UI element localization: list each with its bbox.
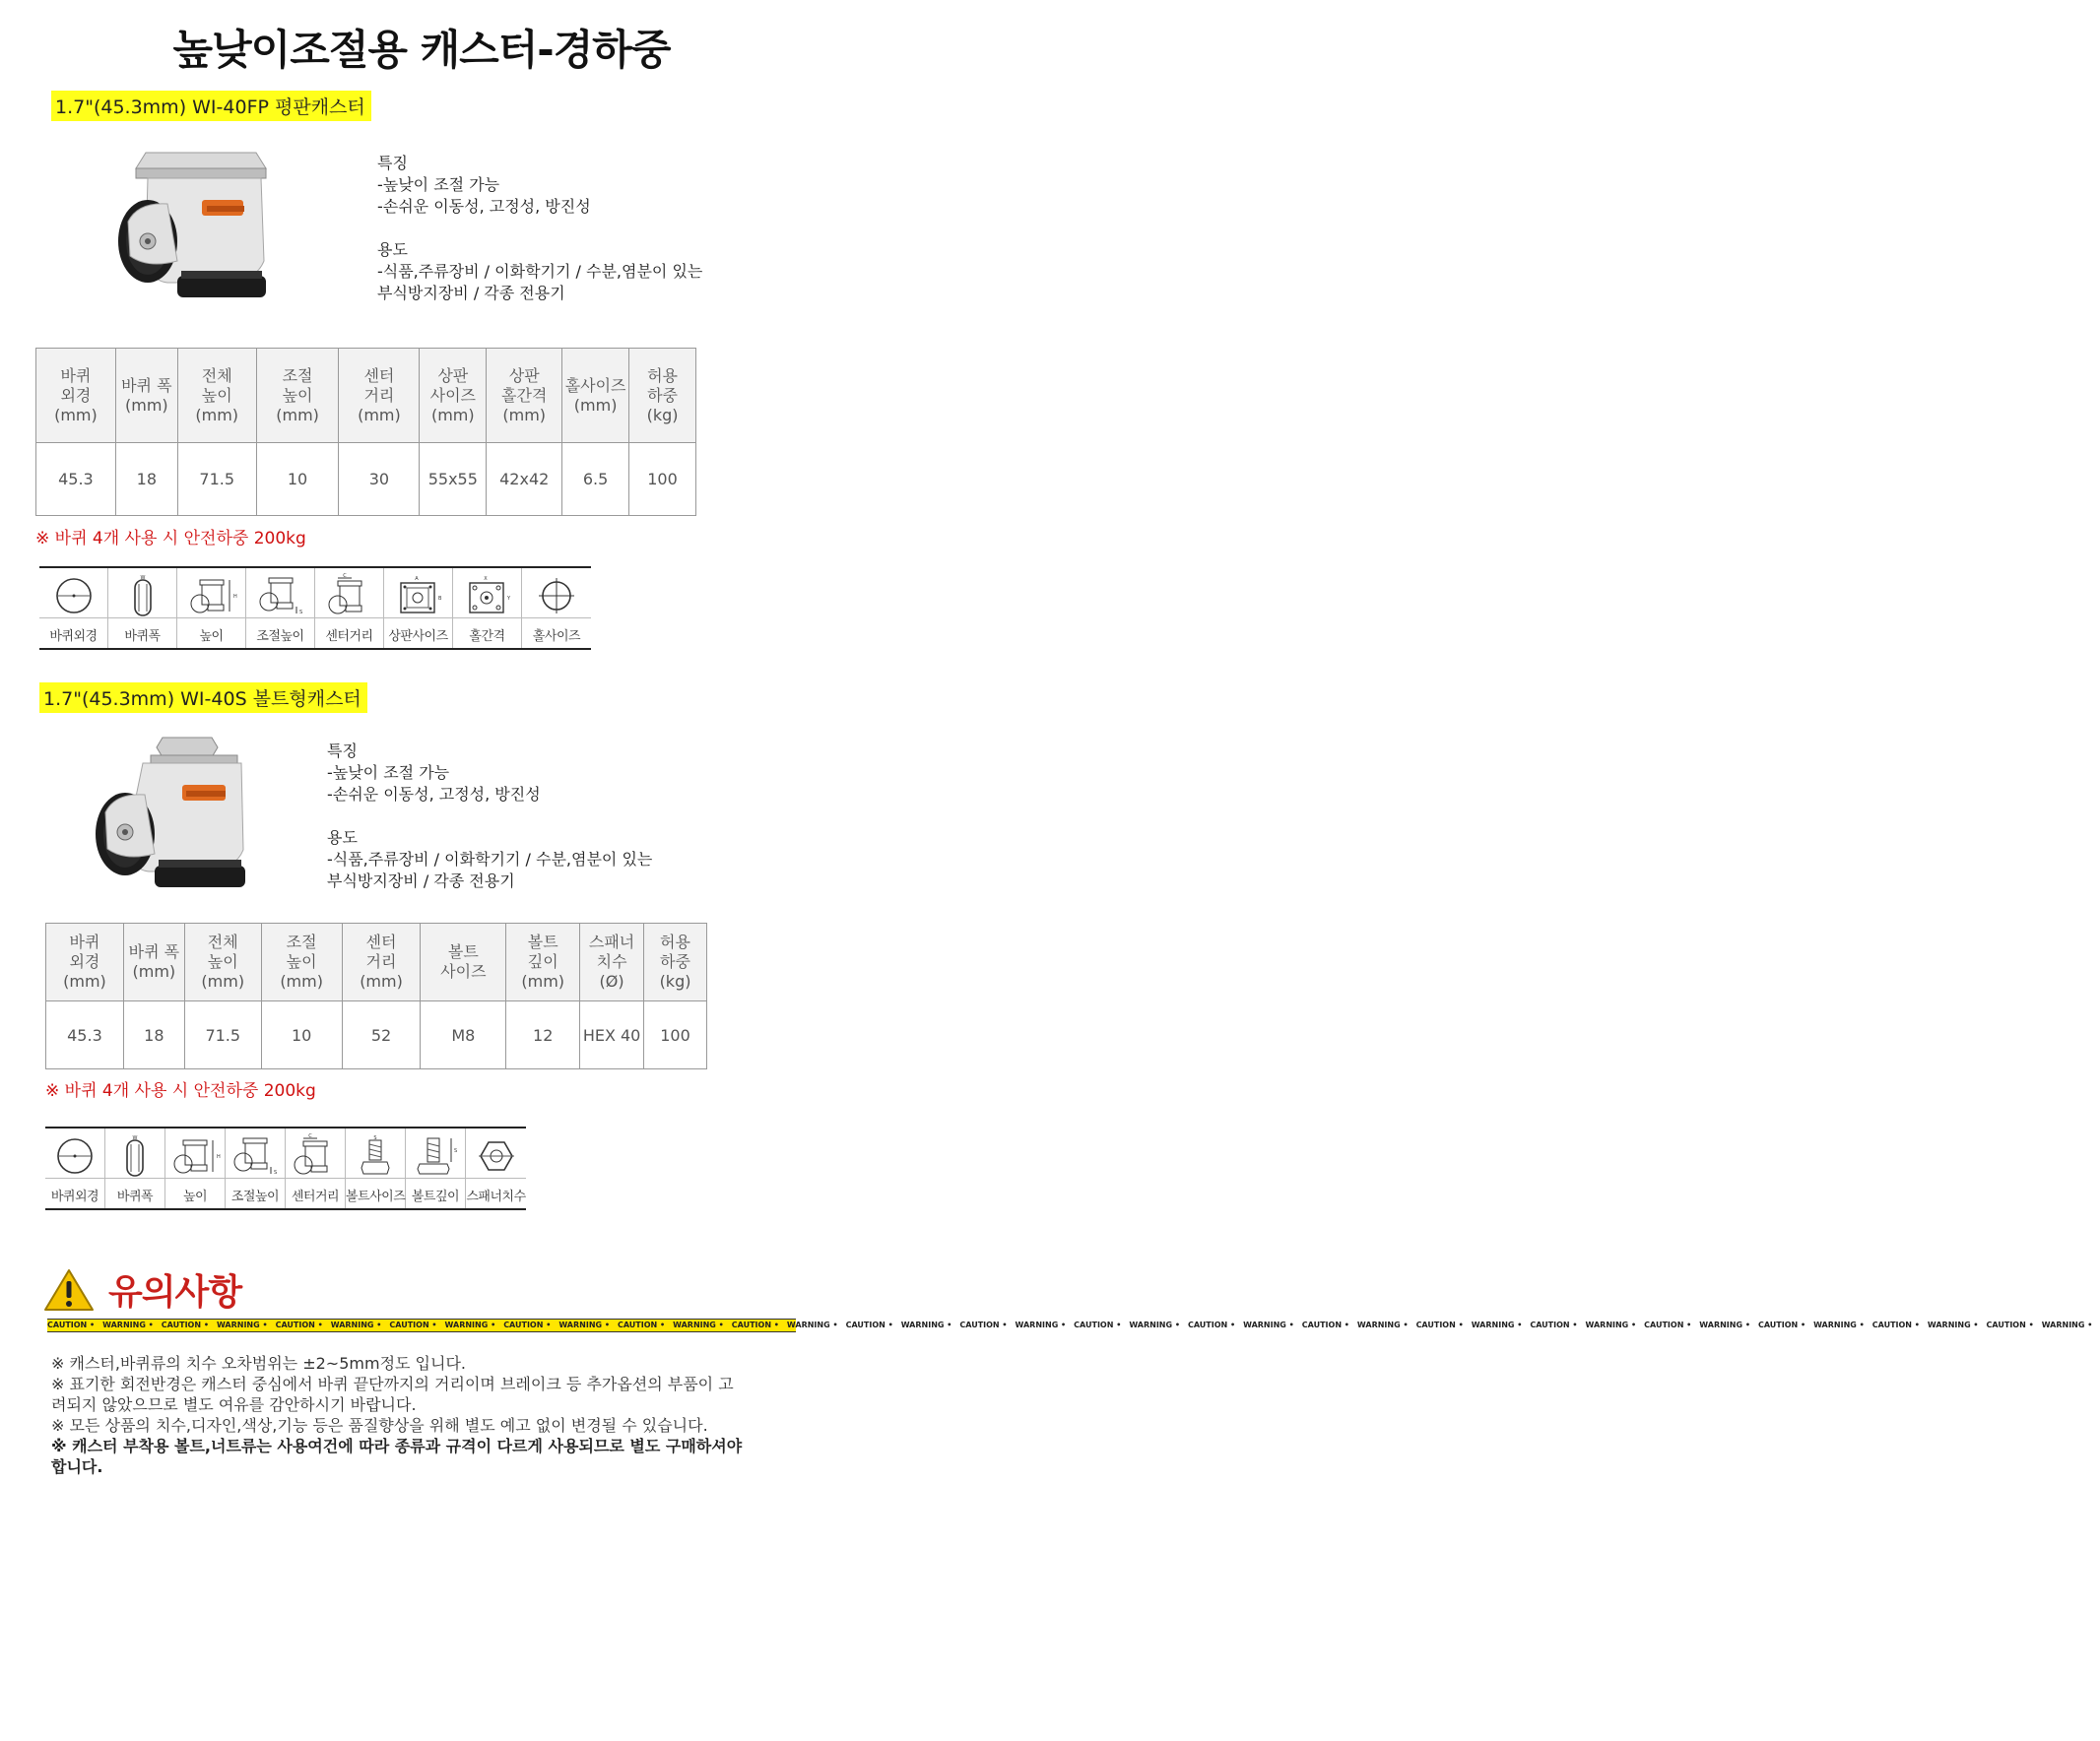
caution-tape-word: WARNING • [1356, 1321, 1409, 1329]
hole-size-icon [529, 574, 584, 617]
icon-cell [108, 568, 177, 648]
features-label: 특징 [327, 742, 358, 760]
spec-value-row [36, 443, 696, 516]
caution-tape-word: CAUTION • [503, 1321, 552, 1329]
svg-text:A: A [414, 576, 419, 582]
caution-tape-word: WARNING • [1585, 1321, 1637, 1329]
warning-triangle-icon [43, 1267, 95, 1313]
spec-header: 바퀴 외경 (mm) [46, 924, 124, 1001]
icon-cell [165, 1128, 226, 1208]
caution-tape-word: CAUTION • [959, 1321, 1008, 1329]
usage-line: -식품,주류장비 / 이화학기기 / 수분,염분이 있는 [377, 262, 703, 281]
spec-header: 홀사이즈 (mm) [562, 349, 629, 443]
caution-tape-word: WARNING • [102, 1321, 154, 1329]
icon-cell [177, 568, 246, 648]
icon-cell [45, 1128, 105, 1208]
icon-cell [105, 1128, 165, 1208]
product-heading: 1.7"(45.3mm) WI-40S 볼트형캐스터 [39, 682, 367, 713]
svg-text:S: S [298, 610, 302, 615]
icon-cell [453, 568, 522, 648]
icon-label: 상판사이즈 [384, 617, 452, 644]
spec-header: 스패너 치수 (Ø) [580, 924, 644, 1001]
icon-label: 홀간격 [453, 617, 521, 644]
spec-value: HEX 40 [580, 1001, 644, 1069]
caution-tape-word: WARNING • [1927, 1321, 1979, 1329]
icon-cell [39, 568, 108, 648]
caution-tape-word: WARNING • [1129, 1321, 1180, 1329]
caution-tape-word: WARNING • [444, 1321, 496, 1329]
page-title: 높낮이조절용 캐스터-경하중 [172, 26, 671, 74]
wheel-width-icon [115, 574, 170, 617]
caution-tape-word: CAUTION • [1187, 1321, 1236, 1329]
svg-text:C: C [308, 1133, 312, 1139]
caution-tape-word: CAUTION • [1871, 1321, 1920, 1329]
usage-label: 용도 [327, 828, 358, 847]
features-label: 특징 [377, 154, 408, 172]
icon-label: 조절높이 [226, 1178, 285, 1204]
caution-note: ※ 표기한 회전반경은 캐스터 중심에서 바퀴 끝단까지의 거리이며 브레이크 등 추가옵션의 부품이 고 [51, 1375, 734, 1393]
icon-label: 높이 [165, 1178, 225, 1204]
wheel-width-icon [107, 1134, 163, 1178]
caution-tape-word: CAUTION • [275, 1321, 323, 1329]
adjust-height-icon [253, 574, 308, 617]
caution-tape-word: WARNING • [2041, 1321, 2093, 1329]
icon-label: 볼트사이즈 [346, 1178, 405, 1204]
spec-header-row [46, 924, 707, 1001]
caution-tape-word: WARNING • [1243, 1321, 1294, 1329]
caution-tape-word: WARNING • [1699, 1321, 1750, 1329]
spec-header: 전체 높이 (mm) [177, 349, 256, 443]
spec-value: 52 [342, 1001, 421, 1069]
spec-header: 센터 거리 (mm) [339, 349, 420, 443]
product-heading: 1.7"(45.3mm) WI-40FP 평판캐스터 [51, 91, 371, 121]
feature-item: -높낮이 조절 가능 [377, 175, 500, 194]
icon-cell [286, 1128, 346, 1208]
caution-note-bold: ※ 캐스터 부착용 볼트,너트류는 사용여건에 따라 종류과 규격이 다르게 사용되므로 별도 구매하셔야 [51, 1437, 743, 1455]
spec-header: 허용 하중 (kg) [644, 924, 707, 1001]
svg-text:B: B [437, 596, 441, 602]
spec-header: 바퀴 폭 (mm) [115, 349, 177, 443]
caution-tape-word: CAUTION • [1757, 1321, 1806, 1329]
center-distance-icon [322, 574, 377, 617]
feature-item: -손쉬운 이동성, 고정성, 방진성 [377, 197, 591, 216]
icon-label: 스패너치수 [466, 1178, 526, 1204]
caution-tape-word: CAUTION • [47, 1321, 96, 1329]
svg-text:X: X [483, 576, 488, 582]
caution-tape-word: WARNING • [1015, 1321, 1067, 1329]
caution-tape-word: CAUTION • [1530, 1321, 1578, 1329]
dimension-icon-strip [39, 566, 591, 650]
svg-text:Y: Y [506, 596, 510, 602]
spec-table [45, 923, 707, 1069]
icon-label: 홀사이즈 [522, 617, 591, 644]
caution-tape-word: WARNING • [1813, 1321, 1865, 1329]
icon-label: 바퀴외경 [45, 1178, 104, 1204]
icon-label: 바퀴외경 [39, 617, 107, 644]
icon-label: 조절높이 [246, 617, 314, 644]
dimension-icon-strip [45, 1127, 526, 1210]
spec-header: 상판 사이즈 (mm) [420, 349, 487, 443]
adjust-height-icon [228, 1134, 283, 1178]
caster-bolt-image [84, 734, 281, 921]
icon-cell [315, 568, 384, 648]
safety-load-note: ※ 바퀴 4개 사용 시 안전하중 200kg [35, 529, 306, 548]
spec-value: 55x55 [420, 443, 487, 516]
caution-warning-bar [47, 1319, 2093, 1332]
icon-label: 바퀴폭 [105, 1178, 164, 1204]
height-icon [167, 1134, 223, 1178]
spec-header: 전체 높이 (mm) [184, 924, 261, 1001]
svg-text:C: C [342, 573, 347, 579]
icon-cell [246, 568, 315, 648]
center-distance-icon [288, 1134, 343, 1178]
spec-value: 30 [339, 443, 420, 516]
caution-tape-word: CAUTION • [731, 1321, 779, 1329]
height-icon [184, 574, 239, 617]
spec-value: 6.5 [562, 443, 629, 516]
caster-plate-image [108, 143, 305, 330]
bolt-size-icon [348, 1134, 403, 1178]
spec-value: 71.5 [184, 1001, 261, 1069]
svg-text:S: S [373, 1135, 377, 1141]
spec-header: 허용 하중 (kg) [629, 349, 696, 443]
hole-spacing-icon [460, 574, 515, 617]
spec-header: 바퀴 폭 (mm) [123, 924, 184, 1001]
caution-tape-word: CAUTION • [1644, 1321, 1692, 1329]
spec-header: 조절 높이 (mm) [256, 349, 339, 443]
spec-value: M8 [421, 1001, 506, 1069]
spec-header: 조절 높이 (mm) [261, 924, 342, 1001]
safety-load-note: ※ 바퀴 4개 사용 시 안전하중 200kg [45, 1081, 316, 1101]
spec-header: 볼트 깊이 (mm) [506, 924, 580, 1001]
icon-label: 볼트깊이 [406, 1178, 465, 1204]
spec-table [35, 348, 696, 516]
usage-line: -식품,주류장비 / 이화학기기 / 수분,염분이 있는 [327, 850, 653, 869]
icon-cell [466, 1128, 526, 1208]
bolt-depth-icon [408, 1134, 463, 1178]
caution-note: ※ 캐스터,바퀴류의 치수 오차범위는 ±2~5mm정도 입니다. [51, 1354, 467, 1373]
svg-text:W: W [140, 575, 145, 581]
usage-label: 용도 [377, 240, 408, 259]
caution-tape-word: WARNING • [1471, 1321, 1523, 1329]
usage-line: 부식방지장비 / 각종 전용기 [377, 284, 565, 302]
icon-cell [226, 1128, 286, 1208]
caution-title: 유의사항 [108, 1272, 242, 1313]
caution-tape-word: WARNING • [558, 1321, 610, 1329]
caution-tape-word: CAUTION • [1986, 1321, 2034, 1329]
spec-value: 18 [115, 443, 177, 516]
caution-tape-word: CAUTION • [617, 1321, 666, 1329]
svg-text:W: W [132, 1135, 138, 1141]
icon-label: 바퀴폭 [108, 617, 176, 644]
feature-item: -높낮이 조절 가능 [327, 763, 450, 782]
spanner-size-icon [469, 1134, 524, 1178]
wheel-diameter-icon [46, 574, 101, 617]
icon-cell [346, 1128, 406, 1208]
caution-notes [51, 1353, 800, 1477]
caution-note: ※ 모든 상품의 치수,디자인,색상,기능 등은 품질향상을 위해 별도 예고 없이 변경될 수 있습니다. [51, 1416, 708, 1435]
plate-size-icon [391, 574, 446, 617]
caution-tape-word: CAUTION • [845, 1321, 893, 1329]
icon-cell [522, 568, 591, 648]
spec-value: 42x42 [487, 443, 562, 516]
caution-tape-word: WARNING • [786, 1321, 838, 1329]
icon-cell [384, 568, 453, 648]
spec-value: 45.3 [36, 443, 116, 516]
icon-label: 센터거리 [315, 617, 383, 644]
caution-note-bold: 합니다. [51, 1457, 103, 1476]
caution-tape-word: WARNING • [216, 1321, 268, 1329]
icon-label: 높이 [177, 617, 245, 644]
spec-value: 45.3 [46, 1001, 124, 1069]
spec-value: 10 [256, 443, 339, 516]
caution-tape-word: WARNING • [673, 1321, 724, 1329]
caution-tape-word: WARNING • [330, 1321, 382, 1329]
spec-value: 71.5 [177, 443, 256, 516]
svg-text:S: S [274, 1170, 278, 1176]
usage-line: 부식방지장비 / 각종 전용기 [327, 871, 515, 890]
spec-header: 바퀴 외경 (mm) [36, 349, 116, 443]
caution-tape-word: CAUTION • [1301, 1321, 1349, 1329]
spec-value: 10 [261, 1001, 342, 1069]
product-features [327, 741, 652, 892]
spec-value-row [46, 1001, 707, 1069]
svg-text:S: S [454, 1148, 458, 1154]
svg-text:H: H [217, 1154, 221, 1160]
product-features [377, 153, 702, 304]
spec-value: 18 [123, 1001, 184, 1069]
caution-tape-word: CAUTION • [1074, 1321, 1122, 1329]
spec-value: 100 [644, 1001, 707, 1069]
spec-header: 센터 거리 (mm) [342, 924, 421, 1001]
spec-header-row [36, 349, 696, 443]
caution-note: 려되지 않았으므로 별도 여유를 감안하시기 바랍니다. [51, 1395, 417, 1414]
caution-tape-word: WARNING • [900, 1321, 952, 1329]
spec-header: 볼트 사이즈 [421, 924, 506, 1001]
spec-value: 12 [506, 1001, 580, 1069]
icon-cell [406, 1128, 466, 1208]
feature-item: -손쉬운 이동성, 고정성, 방진성 [327, 785, 541, 804]
caution-tape-word: CAUTION • [389, 1321, 437, 1329]
svg-text:H: H [232, 594, 237, 600]
spec-header: 상판 홀간격 (mm) [487, 349, 562, 443]
spec-value: 100 [629, 443, 696, 516]
caution-tape-word: CAUTION • [1415, 1321, 1464, 1329]
wheel-diameter-icon [47, 1134, 102, 1178]
icon-label: 센터거리 [286, 1178, 345, 1204]
caution-tape-word: CAUTION • [161, 1321, 209, 1329]
